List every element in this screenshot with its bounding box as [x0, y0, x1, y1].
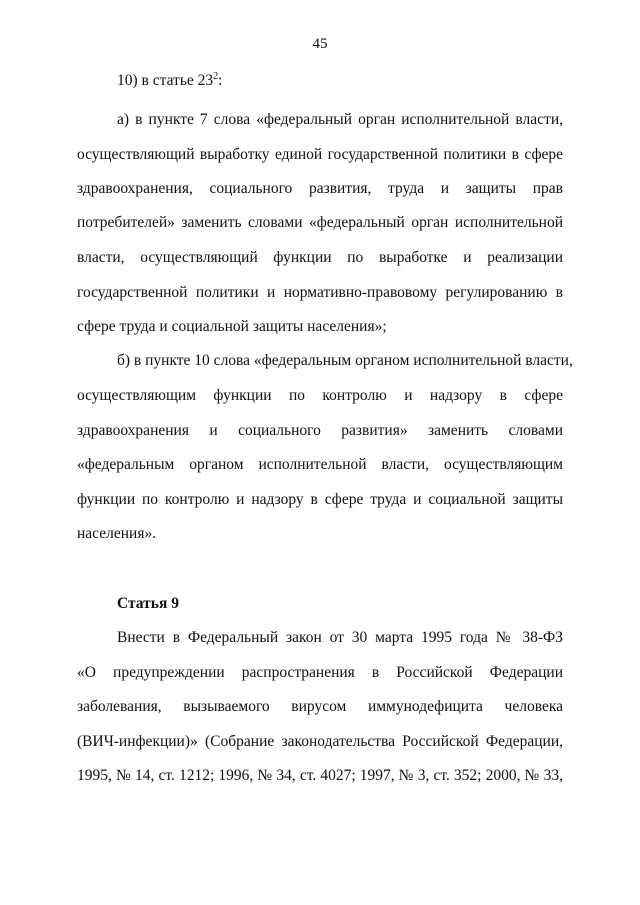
paragraph-b-line: «федеральным органом исполнительной власти, осуществляющим: [77, 456, 563, 473]
paragraph-c-line: Внести в Федеральный закон от 30 марта 1995 года № 38-ФЗ: [117, 629, 563, 646]
item-10-suffix: :: [218, 72, 223, 89]
paragraph-c-line: «О предупреждении распространения в Российской Федерации: [77, 664, 563, 681]
item-10-superscript: 2: [213, 71, 219, 82]
paragraph-c-line: заболевания, вызываемого вирусом иммунодефицита человека: [77, 698, 563, 715]
paragraph-a-line: государственной политики и нормативно-правовому регулированию в: [77, 284, 563, 301]
paragraph-a-line: потребителей» заменить словами «федеральный орган исполнительной: [77, 214, 563, 231]
paragraph-a-line: а) в пункте 7 слова «федеральный орган исполнительной власти,: [117, 111, 563, 128]
page-number: 45: [312, 36, 328, 52]
paragraph-c-line: (ВИЧ-инфекции)» (Собрание законодательства Российской Федерации,: [77, 733, 563, 750]
paragraph-a-line: власти, осуществляющий функции по выработке и реализации: [77, 249, 563, 266]
paragraph-a-line: здравоохранения, социального развития, труда и защиты прав: [77, 180, 563, 197]
paragraph-b-line: б) в пункте 10 слова «федеральным органом исполнительной власти,: [117, 352, 573, 369]
item-10-line: [117, 71, 222, 91]
paragraph-b-line: населения».: [77, 525, 157, 542]
paragraph-a-line: сфере труда и социальной защиты населения»;: [77, 318, 387, 335]
paragraph-b-line: функции по контролю и надзору в сфере труда и социальной защиты: [77, 491, 563, 508]
paragraph-a-line: осуществляющий выработку единой государственной политики в сфере: [77, 146, 563, 163]
item-10-text: 10) в статье 23: [117, 72, 214, 89]
paragraph-c-line: 1995, № 14, ст. 1212; 1996, № 34, ст. 4027; 1997, № 3, ст. 352; 2000, № 33,: [77, 767, 563, 784]
article-heading: Статья 9: [117, 595, 179, 612]
paragraph-b-line: здравоохранения и социального развития» заменить словами: [77, 422, 563, 439]
paragraph-b-line: осуществляющим функции по контролю и надзору в сфере: [77, 387, 563, 404]
